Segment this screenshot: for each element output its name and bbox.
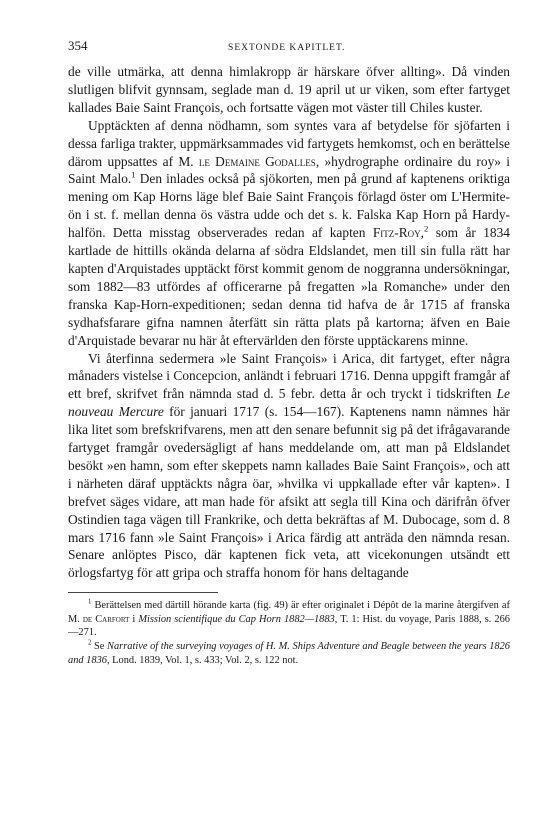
footnote-ref-2[interactable]: 2 [424,223,429,234]
footnote-1-text-b: i [129,613,139,625]
footnote-1-author: de Carfort [82,613,130,625]
running-title: SEXTONDE KAPITLET. [228,43,346,53]
paragraph-3 [68,350,510,583]
body-text [68,63,510,582]
footnote-1 [68,599,510,640]
footnote-1-text-c: , T. 1: Hist. du voyage, Paris 1888, s. 266—271. [68,613,510,639]
author-name-le-demaine-godalles: le Demaine Godalles [198,153,316,169]
footnote-divider [68,592,218,593]
p3-text-b: för januari 1717 (s. 154—167). Kaptenens namn nämnes här lika litet som brefskrifvarens, men att den senare befunnit sig på det ifrågavarande fartyget framgår ovedersägligt af hans meddelande om, att man på Eldslandet besökt »en hamn, som efter skeppets namn kallades Baie Saint François», och att i närheten däraf upptäckts några öar, »hvilka vi uppkallade efter vår kapten». I brefvet säges vidare, att man hade för afsikt att segla till Kina och därifrån öfver Ostindien taga vägen till Frankrike, och detta bekräftas af M. Dubocage, som d. 8 mars 1716 fann »le Saint François» i Arica färdig att anträda den nämnda resan. Senare anlöptes Pisco, där kaptenen fick veta, att vicekonungen utsändt ett örlogsfartyg för att gripa och straffa honom för hans deltagande [68,404,511,581]
footnote-2-text-a: Se [91,641,108,653]
p2-text-e: som år 1834 kartlade de hittills okända delarna af södra Eldslandet, men till sin fulla rätt har kapten d'Arquistades upptäckt först kommit genom de noggranna undersökningar, som 1882—83 utfördes af officerarne på fregatten »la Romanche» under den franska Kap-Horn-expeditionen; sedan denna tid hafva de år 1715 af franska sydhafsfarare gifna namnen återfätt sin rätta plats på kartorna; äfven en Baie d'Arquistade bevarar nu här åt eftervärlden den förste upptäckarens minne. [68,225,510,348]
p3-text-a: Vi återfinna sedermera »le Saint François» i Arica, dit fartyget, efter några månaders vistelse i Concepcion, anländt i februari 1716. Denna uppgift framgår af ett bref, skrifvet från nämnda stad d. 5 febr. detta år och tryckt i tidskriften [68,350,510,402]
page-number: 354 [68,38,88,53]
p2-text-c: Den inlades också på sjökorten, men på grund af kaptenens oriktiga mening om Kap Horns läge blef Baie Saint François förlagd öster om L'Hermite-ön i st. f. mellan denna ös västra udde och det s. k. Falska Kap Horn på Hardy-halfön. Detta misstag observerades redan af kapten [68,171,510,241]
footnote-2-number: 2 [88,639,92,647]
p2-text-d: , [420,225,425,241]
journal-title: Le nouveau Mercure [68,386,510,420]
paragraph-1: de ville utmärka, att denna himlakropp är härskare öfver allting». Då vinden slutligen blifvit gynnsam, seglade man d. 19 april ut ur viken, som efter fartyget kallades Baie Saint François, och fortsatte vägen mot väster till Chiles kuster. [68,64,510,115]
footnote-ref-1[interactable]: 1 [131,169,136,180]
p2-text-b: , »hydrographe ordinaire du roy» i Saint Malo. [68,153,510,187]
footnote-1-work-title: Mission scientifique du Cap Horn 1882—1883 [138,613,335,625]
page-header [68,38,510,54]
footnote-2-text-b: , Lond. 1839, Vol. 1, s. 433; Vol. 2, s. 122 not. [106,654,299,666]
footnotes [68,599,510,667]
footnote-2-work-title: Narrative of the surveying voyages of H. M. Ships Adventure and Beagle between the years 1826 and 1836 [68,641,511,666]
footnote-1-text-a: Berättelsen med därtill hörande karta (fig. 49) är efter originalet i Dépôt de la marine återgifven af M. [68,600,510,625]
footnote-1-number: 1 [88,598,92,606]
book-page [68,38,510,667]
author-name-fitz-roy: Fitz-Roy [372,225,421,241]
footnote-2 [68,640,510,667]
paragraph-2 [68,117,510,350]
p2-text-a: Upptäckten af denna nödhamn, som syntes vara af betydelse för sjöfarten i dessa farliga trakter, uppmärksammades vid fartygets hemkomst, och en berättelse därom uppsattes af M. [68,117,510,169]
